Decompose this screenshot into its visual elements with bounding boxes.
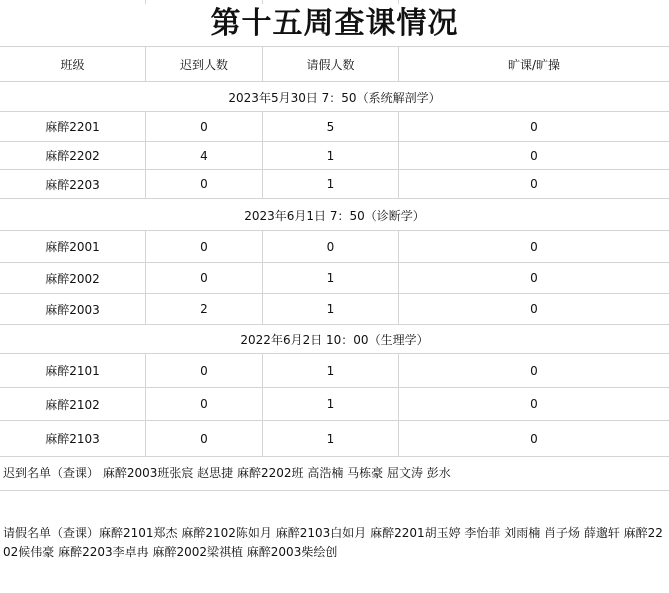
- session-label[interactable]: 2023年6月1日 7：50（诊断学）: [244, 209, 425, 223]
- cell-class[interactable]: 麻醉2203: [45, 177, 100, 192]
- cell-leave[interactable]: 1: [326, 148, 335, 163]
- cell-late[interactable]: 4: [200, 148, 208, 163]
- cell-late[interactable]: 0: [200, 363, 208, 378]
- header-late[interactable]: 迟到人数: [179, 57, 228, 72]
- header-class[interactable]: 班级: [60, 57, 85, 72]
- cell-class[interactable]: 麻醉2103: [45, 432, 100, 446]
- cell-late[interactable]: 0: [200, 271, 208, 285]
- cell-class[interactable]: 麻醉2201: [45, 120, 100, 134]
- cell-late[interactable]: 0: [200, 119, 208, 134]
- cell-leave[interactable]: 1: [326, 363, 335, 378]
- cell-leave[interactable]: 0: [326, 239, 335, 254]
- cell-leave[interactable]: 5: [326, 119, 335, 134]
- cell-class[interactable]: 麻醉2001: [45, 240, 100, 254]
- cell-leave[interactable]: 1: [326, 177, 335, 191]
- cell-class[interactable]: 麻醉2101: [45, 364, 100, 378]
- cell-absent[interactable]: 0: [530, 363, 538, 378]
- late-list[interactable]: 迟到名单（查课） 麻醉2003班张宸 赵思捷 麻醉2202班 高浩楠 马栋豪 屈文涛 彭水: [3, 466, 451, 480]
- cell-leave[interactable]: 1: [326, 302, 335, 316]
- cell-absent[interactable]: 0: [530, 239, 538, 254]
- session-label[interactable]: 2023年5月30日 7：50（系统解剖学）: [228, 91, 441, 105]
- cell-leave[interactable]: 1: [326, 271, 335, 285]
- cell-late[interactable]: 0: [200, 239, 208, 254]
- session-label[interactable]: 2022年6月2日 10：00（生理学）: [240, 333, 429, 347]
- leave-list[interactable]: 请假名单（查课）麻醉2101郑杰 麻醉2102陈如月 麻醉2103白如月 麻醉2201胡玉婷 李怡菲 刘雨楠 肖子炀 薛邈轩 麻醉2202候伟豪 麻醉2203李卓冉 麻醉2002梁祺植 麻醉2003柴绘创: [3, 526, 663, 559]
- cell-late[interactable]: 0: [200, 397, 208, 411]
- cell-class[interactable]: 麻醉2003: [45, 302, 100, 317]
- cell-absent[interactable]: 0: [530, 119, 538, 134]
- cell-late[interactable]: 0: [200, 431, 208, 446]
- cell-absent[interactable]: 0: [530, 177, 538, 191]
- cell-class[interactable]: 麻醉2102: [45, 397, 100, 412]
- grid-line: [0, 490, 669, 491]
- cell-absent[interactable]: 0: [530, 431, 538, 446]
- cell-late[interactable]: 0: [200, 177, 208, 191]
- grid-line: [0, 198, 669, 199]
- cell-absent[interactable]: 0: [530, 397, 538, 411]
- header-absent[interactable]: 旷课/旷操: [507, 57, 561, 72]
- cell-late[interactable]: 2: [200, 302, 208, 316]
- header-leave[interactable]: 请假人数: [306, 57, 355, 72]
- cell-class[interactable]: 麻醉2202: [45, 149, 100, 163]
- cell-class[interactable]: 麻醉2002: [45, 271, 100, 286]
- cell-leave[interactable]: 1: [326, 397, 335, 411]
- grid-line: [0, 81, 669, 82]
- cell-absent[interactable]: 0: [530, 271, 538, 285]
- page-title: 第十五周查课情况: [210, 6, 459, 41]
- grid-line: [0, 456, 669, 457]
- grid-line: [0, 324, 669, 325]
- cell-absent[interactable]: 0: [530, 148, 538, 163]
- cell-absent[interactable]: 0: [530, 302, 538, 316]
- cell-leave[interactable]: 1: [326, 431, 335, 446]
